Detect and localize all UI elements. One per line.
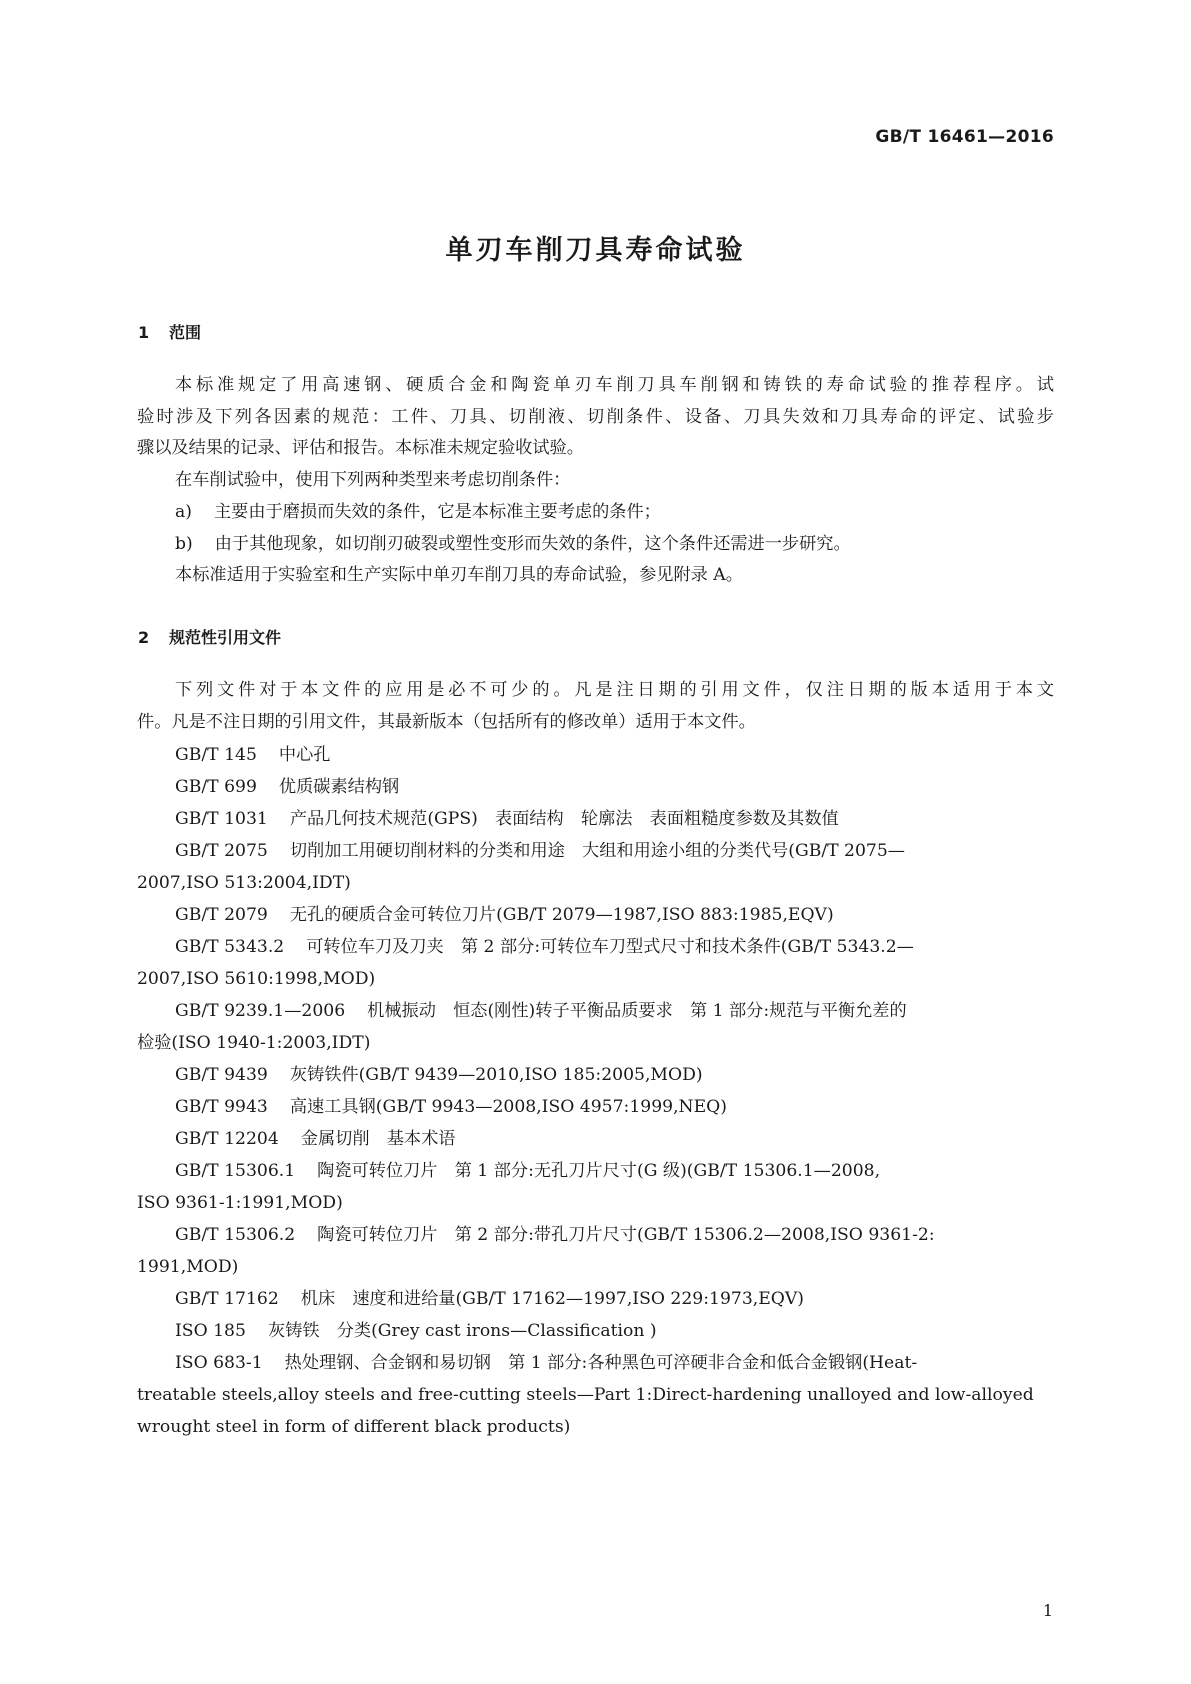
list-item-a-text: 主要由于磨损而失效的条件，它是本标准主要考虑的条件； [213,502,661,522]
reference-title: 切削加工用硬切削材料的分类和用途 大组和用途小组的分类代号(GB/T 2075— [289,841,905,861]
reference-title: 陶瓷可转位刀片 第 2 部分:带孔刀片尺寸(GB/T 15306.2—2008,ISO 9361-2: [317,1225,935,1245]
reference-continuation: 检验(ISO 1940-1:2003,IDT) [137,1033,371,1053]
reference-item [175,1352,917,1374]
reference-code: GB/T 2075 [175,841,268,861]
reference-code: GB/T 12204 [175,1129,279,1149]
section-1-paragraph: 在车削试验中，使用下列两种类型来考虑切削条件： [175,470,571,490]
reference-continuation: 2007,ISO 513:2004,IDT) [137,873,351,893]
reference-item [175,1320,657,1342]
reference-item [175,808,839,830]
reference-title: 灰铸铁件(GB/T 9439—2010,ISO 185:2005,MOD) [289,1065,703,1085]
list-item-a [175,501,661,523]
list-item-b [175,533,851,555]
reference-code: ISO 683-1 [175,1353,263,1373]
reference-title: 热处理钢、合金钢和易切钢 第 1 部分:各种黑色可淬硬非合金和低合金锻钢(Heat- [284,1353,918,1373]
reference-code: GB/T 17162 [175,1289,279,1309]
section-2-intro-line: 件。凡是不注日期的引用文件，其最新版本（包括所有的修改单）适用于本文件。 [137,712,756,732]
section-2-intro-line: 下列文件对于本文件的应用是必不可少的。凡是注日期的引用文件，仅注日期的版本适用于本文 [175,680,1054,700]
reference-item [175,936,914,958]
reference-continuation: 1991,MOD) [137,1257,239,1277]
reference-item [175,1288,804,1310]
section-1-paragraph-line: 骤以及结果的记录、评估和报告。本标准未规定验收试验。 [137,438,584,458]
reference-title: 灰铸铁 分类(Grey cast irons—Classification ) [267,1321,657,1341]
reference-title: 无孔的硬质合金可转位刀片(GB/T 2079—1987,ISO 883:1985,EQV) [289,905,834,925]
reference-item [175,1096,727,1118]
reference-title: 金属切削 基本术语 [300,1129,456,1149]
reference-item [175,840,905,862]
reference-title: 机械振动 恒态(刚性)转子平衡品质要求 第 1 部分:规范与平衡允差的 [367,1001,907,1021]
reference-code: GB/T 1031 [175,809,268,829]
section-1-paragraph-line: 验时涉及下列各因素的规范：工件、刀具、切削液、切削条件、设备、刀具失效和刀具寿命的评定、试验步 [137,407,1054,427]
reference-code: GB/T 15306.2 [175,1225,296,1245]
section-1-paragraph: 本标准适用于实验室和生产实际中单刃车削刀具的寿命试验，参见附录 A。 [175,565,743,585]
reference-code: GB/T 9439 [175,1065,268,1085]
reference-title: 可转位车刀及刀夹 第 2 部分:可转位车刀型式尺寸和技术条件(GB/T 5343.2— [306,937,914,957]
reference-continuation: wrought steel in form of different black products) [137,1417,571,1437]
reference-code: GB/T 145 [175,745,257,765]
section-1-number: 1 [138,323,150,342]
reference-title: 陶瓷可转位刀片 第 1 部分:无孔刀片尺寸(G 级)(GB/T 15306.1—2008, [317,1161,881,1181]
reference-code: ISO 185 [175,1321,246,1341]
reference-title: 机床 速度和进给量(GB/T 17162—1997,ISO 229:1973,EQV) [300,1289,804,1309]
list-item-b-text: 由于其他现象，如切削刃破裂或塑性变形而失效的条件，这个条件还需进一步研究。 [214,534,851,554]
section-1-heading [138,320,201,343]
reference-item [175,776,399,798]
reference-code: GB/T 699 [175,777,257,797]
reference-continuation: ISO 9361-1:1991,MOD) [137,1193,343,1213]
reference-item [175,904,834,926]
reference-code: GB/T 5343.2 [175,937,285,957]
document-title: 单刃车削刀具寿命试验 [445,235,746,266]
reference-code: GB/T 9239.1—2006 [175,1001,346,1021]
section-2-number: 2 [138,628,150,647]
section-1-paragraph-line: 本标准规定了用高速钢、硬质合金和陶瓷单刃车削刀具车削钢和铸铁的寿命试验的推荐程序。试 [175,375,1054,395]
reference-continuation: 2007,ISO 5610:1998,MOD) [137,969,376,989]
reference-title: 产品几何技术规范(GPS) 表面结构 轮廓法 表面粗糙度参数及其数值 [289,809,839,829]
reference-title: 高速工具钢(GB/T 9943—2008,ISO 4957:1999,NEQ) [289,1097,727,1117]
section-1-title: 范围 [169,323,202,342]
reference-code: GB/T 9943 [175,1097,268,1117]
reference-item [175,1128,455,1150]
list-item-a-label: a) [175,502,192,522]
section-2-title: 规范性引用文件 [169,628,282,647]
reference-title: 优质碳素结构钢 [278,777,400,797]
reference-code: GB/T 2079 [175,905,268,925]
reference-code: GB/T 15306.1 [175,1161,296,1181]
reference-item [175,1064,703,1086]
reference-item [175,744,330,766]
reference-item [175,1224,935,1246]
page-number: 1 [1042,1601,1053,1620]
list-item-b-label: b) [175,534,193,554]
reference-title: 中心孔 [278,745,331,765]
section-2-heading [138,625,281,648]
reference-continuation: treatable steels,alloy steels and free-cutting steels—Part 1:Direct-hardening unalloyed and low-alloyed [137,1385,1034,1405]
reference-item [175,1160,880,1182]
reference-item [175,1000,907,1022]
standard-code: GB/T 16461—2016 [875,127,1054,147]
